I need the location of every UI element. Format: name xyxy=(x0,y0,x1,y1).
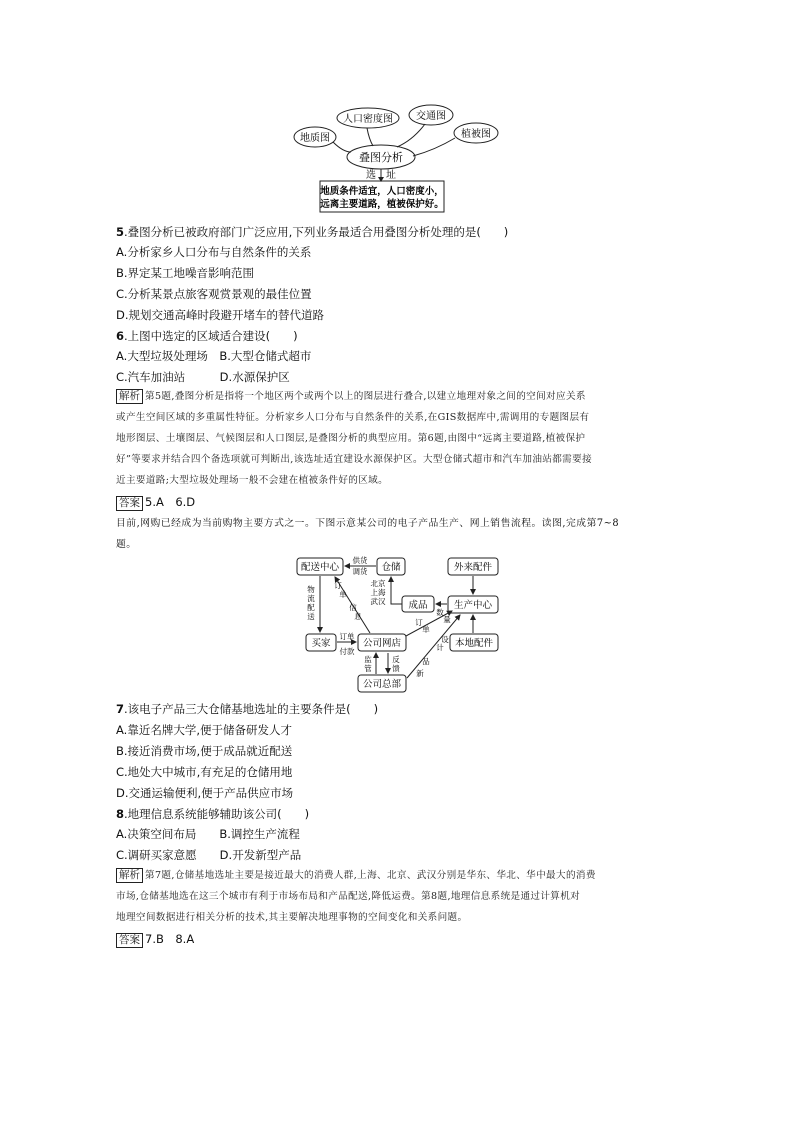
label-logistics-2: 流 xyxy=(307,594,315,603)
question-7-text: .该电子产品三大仓储基地选址的主要条件是( ) xyxy=(124,702,379,716)
node-transport: 交通图 xyxy=(416,111,446,122)
result-line-1: 地质条件适宜，人口密度小， xyxy=(320,186,444,197)
label-porder-2: 单 xyxy=(422,625,430,634)
node-vegetation: 植被图 xyxy=(461,129,491,140)
result-line-2: 远离主要道路，植被保护好。 xyxy=(320,199,444,210)
intro-7-8-line-2: 题。 xyxy=(116,539,137,550)
answer-tag: 答案 xyxy=(116,933,143,948)
question-5-text: .叠图分析已被政府部门广泛应用,下列业务最适合用叠图分析处理的是( ) xyxy=(124,225,509,239)
label-info-2: 息 xyxy=(354,612,362,621)
node-geology: 地质图 xyxy=(300,133,330,144)
box-distribution-center: 配送中心 xyxy=(300,562,340,573)
answer-7-8-text: 7.B 8.A xyxy=(145,932,195,946)
question-7-option-d: D.交通运输便利,便于产品供应市场 xyxy=(116,786,294,800)
question-8-options-row-2: C.调研买家意愿 D.开发新型产品 xyxy=(116,848,302,862)
label-design-2: 计 xyxy=(436,643,444,652)
explanation-7-8-line-2: 市场,仓储基地选在这三个城市有利于市场布局和产品配送,降低运费。第8题,地理信息系统是通过计算机对 xyxy=(116,891,581,902)
label-transfer: 调货 xyxy=(352,567,368,576)
label-design-1: 设 xyxy=(441,635,449,644)
question-7-option-a: A.靠近名牌大学,便于储备研发人才 xyxy=(116,723,292,737)
label-logistics-4: 送 xyxy=(307,612,315,621)
explanation-5-6-line-2: 或产生空间区域的多重属性特征。分析家乡人口分布与自然条件的关系,在GIS数据库中,需调用的专题图层有 xyxy=(116,412,590,423)
label-city-beijing: 北京 xyxy=(370,579,386,588)
box-external-parts: 外来配件 xyxy=(453,562,493,573)
label-buyer-order: 订单 xyxy=(339,632,355,641)
explanation-5-6-line-4: 好”等要求并结合四个备选项就可判断出,该选址适宜建设水源保护区。大型仓储式超市和汽车加油站都需要接 xyxy=(116,454,593,465)
box-finished-goods: 成品 xyxy=(408,600,428,611)
arrow-label-site: 选 址 xyxy=(366,170,396,181)
question-5-option-a: A.分析家乡人口分布与自然条件的关系 xyxy=(116,245,312,259)
label-city-wuhan: 武汉 xyxy=(370,597,386,606)
label-order-2: 单 xyxy=(339,590,347,599)
node-overlay-analysis: 叠图分析 xyxy=(359,151,403,164)
explanation-tag: 解析 xyxy=(116,868,143,883)
node-population-density: 人口密度图 xyxy=(343,114,393,125)
question-7-number: 7 xyxy=(116,702,125,716)
ecommerce-flow-diagram xyxy=(290,552,505,694)
question-5-stem xyxy=(116,225,508,240)
label-order-1: 订 xyxy=(334,581,342,590)
question-7-option-c: C.地处大中城市,有充足的仓储用地 xyxy=(116,765,293,779)
question-8-text: .地理信息系统能够辅助该公司( ) xyxy=(124,807,310,821)
label-supervise-2: 管 xyxy=(364,664,372,673)
label-info-1: 信 xyxy=(349,603,357,612)
box-storage: 仓储 xyxy=(381,562,401,573)
box-company-online-store: 公司网店 xyxy=(362,638,402,649)
box-company-hq: 公司总部 xyxy=(362,679,402,690)
question-6-options-row-1: A.大型垃圾处理场 B.大型仓储式超市 xyxy=(116,349,312,363)
explanation-5-6-line-1: 解析 第5题,叠图分析是指将一个地区两个或两个以上的图层进行叠合,以建立地理对象之间的空间对应关系 xyxy=(116,386,696,407)
question-6-text: .上图中选定的区域适合建设( ) xyxy=(124,329,298,343)
label-supervise-1: 监 xyxy=(364,655,372,664)
answer-7-8 xyxy=(116,932,194,948)
question-7-option-b: B.接近消费市场,便于成品就近配送 xyxy=(116,744,293,758)
question-5-option-c: C.分析某景点旅客观赏景观的最佳位置 xyxy=(116,287,312,301)
label-feedback-1: 反 xyxy=(392,655,400,664)
label-feedback-2: 馈 xyxy=(392,664,400,673)
question-6-options-row-2: C.汽车加油站 D.水源保护区 xyxy=(116,370,290,384)
answer-tag: 答案 xyxy=(116,496,143,511)
label-porder-1: 订 xyxy=(415,618,423,627)
answer-5-6 xyxy=(116,495,195,511)
explanation-7-8-line-1: 解析 第7题,仓储基地选址主要是接近最大的消费人群,上海、北京、武汉分别是华东、华北、华中最大的消费 xyxy=(116,865,696,886)
label-qty-1: 数 xyxy=(436,608,444,617)
question-6-number: 6 xyxy=(116,329,125,343)
answer-5-6-text: 5.A 6.D xyxy=(145,495,196,509)
explanation-7-8-line-3: 地理空间数据进行相关分析的技术,其主要解决地理事物的空间变化和关系问题。 xyxy=(116,912,468,923)
explanation-5-6-line-5: 近主要道路;大型垃圾处理场一般不会建在植被条件好的区域。 xyxy=(116,475,389,486)
box-buyer: 买家 xyxy=(311,638,331,649)
question-7-stem xyxy=(116,702,378,717)
label-buyer-pay: 付款 xyxy=(339,647,355,656)
question-5-option-d: D.规划交通高峰时段避开堵车的替代道路 xyxy=(116,308,325,322)
label-logistics-1: 物 xyxy=(307,585,315,594)
label-newp-1: 新 xyxy=(416,669,424,678)
label-logistics-3: 配 xyxy=(307,603,315,612)
explanation-7-8 xyxy=(116,865,696,928)
box-production-center: 生产中心 xyxy=(453,600,493,611)
question-8-stem xyxy=(116,807,309,822)
question-8-options-row-1: A.决策空间布局 B.调控生产流程 xyxy=(116,827,300,841)
question-5-number: 5 xyxy=(116,225,125,239)
box-local-parts: 本地配件 xyxy=(454,638,494,649)
label-supply: 供货 xyxy=(352,556,368,565)
explanation-tag: 解析 xyxy=(116,389,143,404)
explanation-5-6 xyxy=(116,386,696,491)
intro-7-8 xyxy=(116,513,696,555)
intro-7-8-line-1: 目前,网购已经成为当前购物主要方式之一。下图示意某公司的电子产品生产、网上销售流程。读图,完成第7~8 xyxy=(116,518,620,529)
question-8-number: 8 xyxy=(116,807,125,821)
question-6-stem xyxy=(116,329,298,344)
explanation-5-6-line-3: 地形图层、土壤图层、气候图层和人口图层,是叠图分析的典型应用。第6题,由图中“远离主要道路,植被保护 xyxy=(116,433,586,444)
question-5-option-b: B.界定某工地噪音影响范围 xyxy=(116,266,255,280)
label-newp-2: 品 xyxy=(422,657,430,666)
label-qty-2: 量 xyxy=(443,615,451,624)
overlay-analysis-diagram xyxy=(285,104,515,216)
label-city-shanghai: 上海 xyxy=(370,588,386,597)
